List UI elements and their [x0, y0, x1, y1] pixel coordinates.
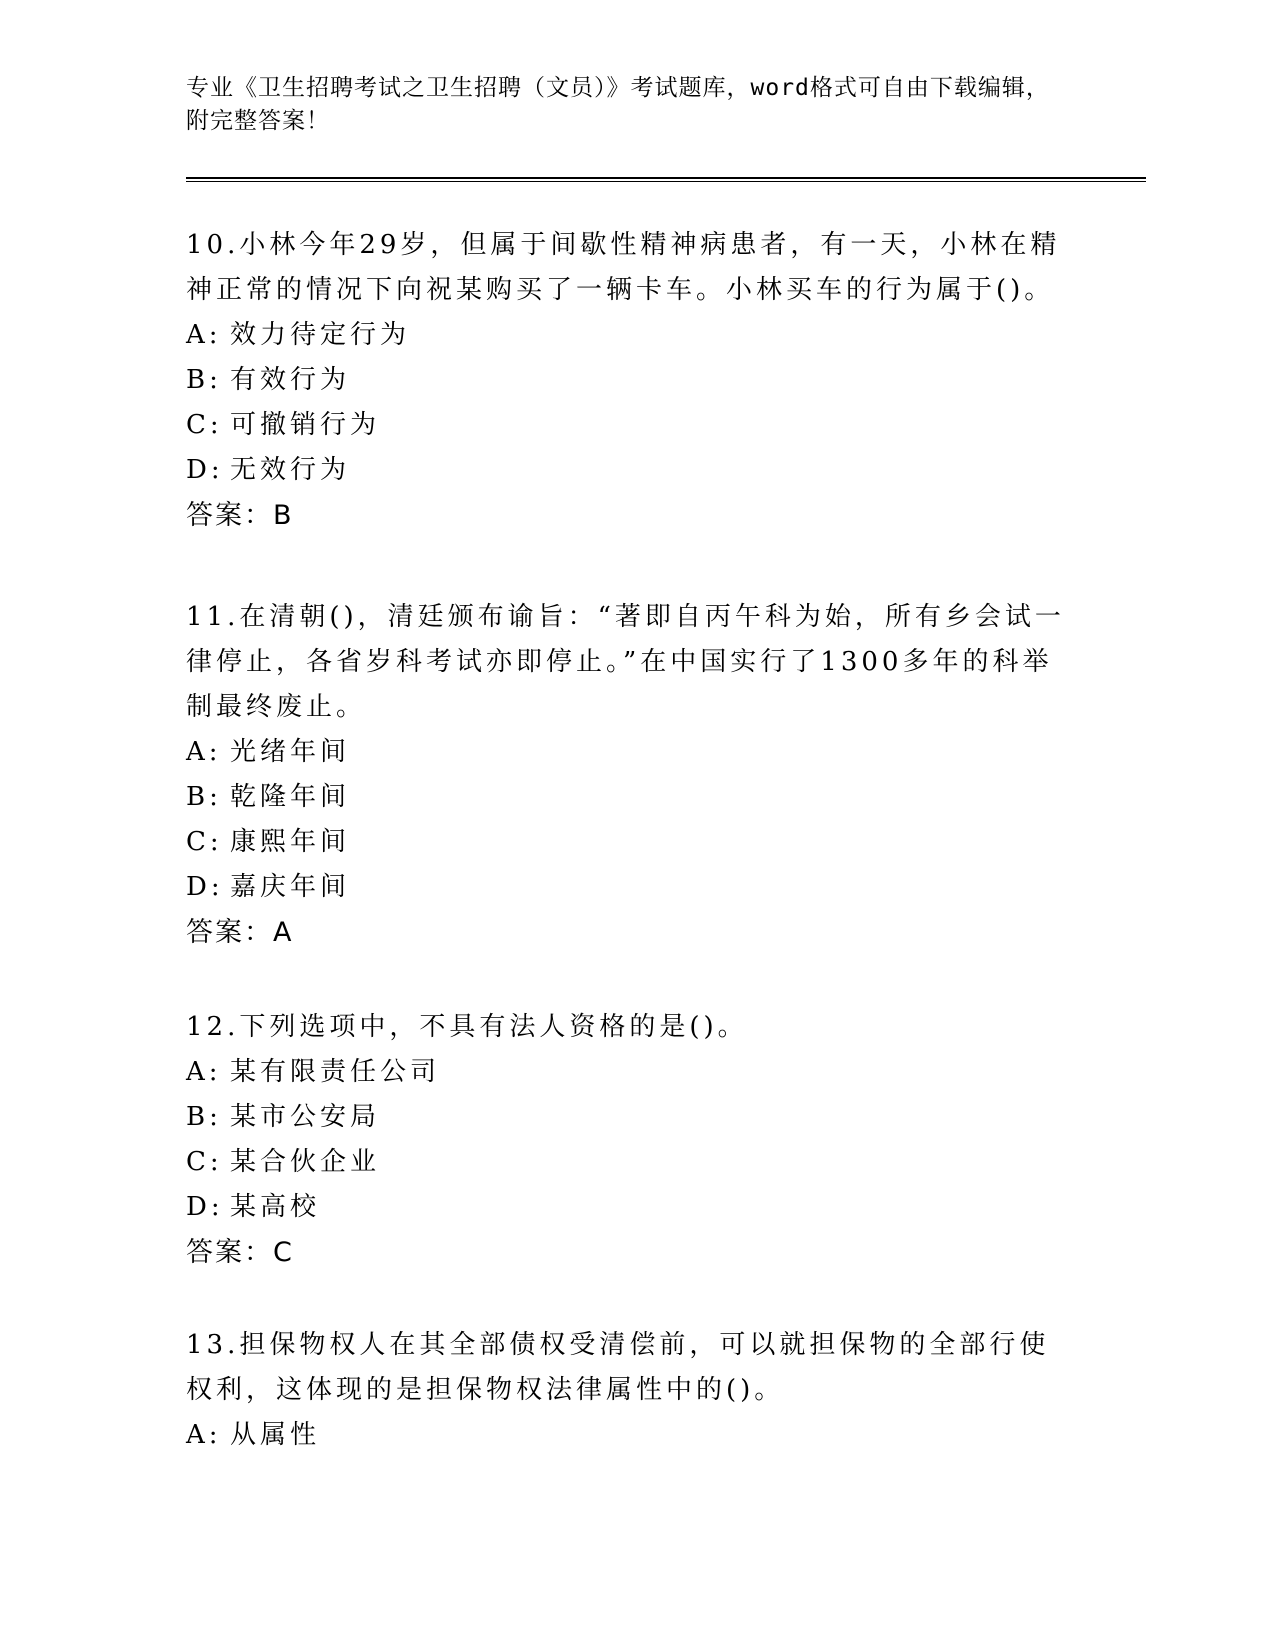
question-11	[186, 595, 1066, 956]
option-b	[186, 358, 1066, 403]
option-text: 无效行为	[230, 455, 351, 485]
question-stem: 12.下列选项中，不具有法人资格的是()。	[186, 1012, 748, 1042]
option-d	[186, 865, 1066, 910]
option-b	[186, 1095, 1066, 1140]
document-header: 专业《卫生招聘考试之卫生招聘（文员）》考试题库，word格式可自由下载编辑，附完整答案！	[186, 75, 1050, 134]
option-b	[186, 775, 1066, 820]
option-a	[186, 1050, 1066, 1095]
option-key: C:	[186, 827, 223, 857]
option-key: D:	[186, 872, 224, 902]
option-a	[186, 1413, 1066, 1458]
option-key: B:	[186, 365, 222, 395]
option-text: 光绪年间	[230, 737, 351, 767]
option-key: A:	[186, 1057, 222, 1087]
option-a	[186, 313, 1066, 358]
question-10	[186, 223, 1066, 539]
option-key: C:	[186, 1147, 223, 1177]
option-text: 某有限责任公司	[230, 1057, 441, 1087]
option-key: A:	[186, 1420, 222, 1450]
option-c	[186, 403, 1066, 448]
option-text: 某合伙企业	[230, 1147, 381, 1177]
question-stem: 11.在清朝()，清廷颁布谕旨：“著即自丙午科为始，所有乡会试一律停止，各省岁科考试亦即停止。”在中国实行了1300多年的科举制最终废止。	[186, 602, 1065, 722]
option-key: D:	[186, 455, 224, 485]
option-text: 从属性	[230, 1420, 321, 1450]
option-key: C:	[186, 410, 223, 440]
option-key: B:	[186, 1102, 222, 1132]
option-text: 有效行为	[230, 365, 351, 395]
option-key: A:	[186, 737, 222, 767]
option-text: 嘉庆年间	[230, 872, 351, 902]
option-text: 乾隆年间	[230, 782, 351, 812]
question-stem: 13.担保物权人在其全部债权受清偿前，可以就担保物的全部行使权利，这体现的是担保物权法律属性中的()。	[186, 1330, 1050, 1405]
question-stem: 10.小林今年29岁，但属于间歇性精神病患者，有一天，小林在精神正常的情况下向祝某购买了一辆卡车。小林买车的行为属于()。	[186, 230, 1061, 305]
option-text: 可撤销行为	[230, 410, 381, 440]
answer: 答案：B	[186, 500, 294, 531]
option-key: B:	[186, 782, 222, 812]
option-key: D:	[186, 1192, 224, 1222]
question-13	[186, 1323, 1066, 1458]
header-divider	[186, 177, 1146, 182]
option-d	[186, 1185, 1066, 1230]
option-text: 效力待定行为	[230, 320, 411, 350]
option-a	[186, 730, 1066, 775]
question-12	[186, 1005, 1066, 1276]
option-c	[186, 820, 1066, 865]
answer: 答案：A	[186, 917, 294, 948]
option-key: A:	[186, 320, 222, 350]
option-text: 康熙年间	[230, 827, 351, 857]
option-c	[186, 1140, 1066, 1185]
option-text: 某市公安局	[230, 1102, 381, 1132]
answer: 答案：C	[186, 1237, 294, 1268]
option-text: 某高校	[230, 1192, 321, 1222]
option-d	[186, 448, 1066, 493]
